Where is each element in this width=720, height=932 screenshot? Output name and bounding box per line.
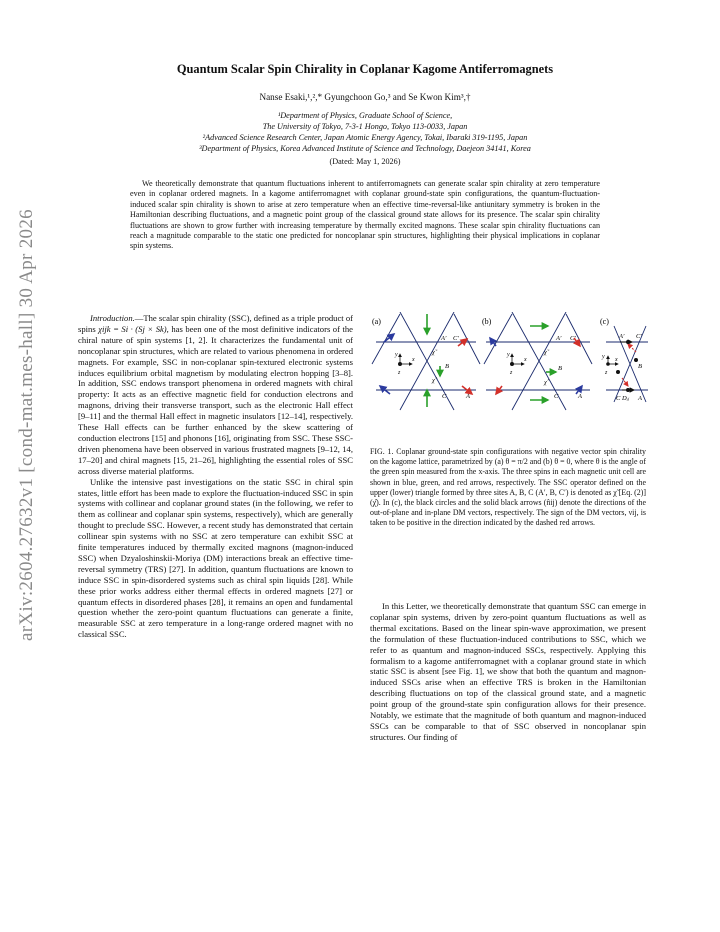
axis-c-z: z — [605, 370, 608, 376]
affiliation-1b: The University of Tokyo, 7-3-1 Hongo, Tokyo 113-0033, Japan — [262, 122, 468, 131]
figure-caption: FIG. 1. Coplanar ground-state spin configurations with negative vector spin chirality on the kagome lattice, parametrized by (a) θ = π/2 and (b) θ = 0, where θ is the angle of the green spin measured from the x-axis. The three spins in each magnetic unit cell are shown in blue, green, and red arrows, respectively. The SSC operator defined on the upper (lower) triangle formed by three sites A, B, C (A′, B, C′) is denoted as χ̃ [Eq. (2)] (χ̂). In (c), the black circles and the solid black arrows (n̂ij) denote the directions of the out-of-plane and in-plane DM vectors, respectively. The sign of the DM vectors, νij, is taken to be positive in the direction indicated by the dashed red arrows. — [370, 447, 646, 528]
label-c: C — [442, 393, 447, 400]
date-line: (Dated: May 1, 2026) — [329, 157, 401, 166]
panel-c-dm — [616, 340, 638, 392]
label-c-a: A — [638, 395, 642, 402]
figure-1 — [370, 312, 650, 412]
label-c-c-prime: C′ — [636, 333, 642, 340]
axis-b-x: x — [524, 357, 527, 363]
right-paragraph-1: In this Letter, we theoretically demonstrate that quantum SSC can emerge in coplanar spin systems, driven by zero-point quantum fluctuations as well as thermal excitations. Based on the linear spin-wave approximation, we present the formulation of these fluctuation-induced contributions to SSC, which we refer to as quantum and magnon-induced SSCs, respectively. Applying this formalism to a kagome antiferromagnet with a coplanar ground state in which static SSC is absent [see Fig. 1], we show that both the quantum and magnon-induced SSCs arise when an effective TRS is broken in the Hamiltonian describing fluctuations on top of the classical ground state, and a magnetic point group of the ground-state spin configuration allows for their presence. Notably, we estimate that the magnitude of both quantum and magnon-induced SSCs can be comparable to that of SSC observed in noncoplanar spin structures. Our finding of — [370, 601, 646, 742]
axis-c-x: x — [615, 357, 618, 363]
arxiv-stamp — [12, 190, 42, 660]
panel-label-a: (a) — [372, 317, 381, 326]
affiliation-2: ²Advanced Science Research Center, Japan Atomic Energy Agency, Tokai, Ibaraki 319-1195, Japan — [202, 133, 528, 142]
label-b: B — [445, 363, 449, 370]
left-column — [78, 313, 353, 640]
kagome-figure — [370, 312, 650, 412]
panel-b-spins — [490, 326, 582, 400]
label-b-chi-tilde: χ̃ — [544, 349, 547, 356]
label-dm-vector: Dᵢⱼ — [622, 395, 629, 402]
label-chi-tilde: χ̃ — [432, 349, 435, 356]
label-b-c: C — [554, 393, 559, 400]
panel-a-spins — [380, 314, 472, 407]
intro-dash: — — [134, 313, 144, 323]
right-column — [370, 601, 646, 743]
panel-a — [372, 312, 480, 410]
axis-x: x — [412, 357, 415, 363]
author-list: Nanse Esaki,¹,²,* Gyungchoon Go,³ and Se Kwon Kim³,† — [259, 92, 471, 102]
panel-label-c: (c) — [600, 317, 609, 326]
label-c-prime: C′ — [453, 335, 459, 342]
axis-c-y: y — [602, 354, 605, 360]
label-chi-hat: χ̂ — [432, 377, 435, 384]
label-b-chi-hat: χ̂ — [544, 379, 547, 386]
intro-text-a: The scalar spin chirality (SSC), defined as a triple product of spins — [78, 313, 353, 334]
intro-paragraph — [78, 313, 353, 477]
paper-title: Quantum Scalar Spin Chirality in Coplanar Kagome Antiferromagnets — [176, 62, 554, 76]
label-c-a-prime: A′ — [619, 333, 625, 340]
abstract: We theoretically demonstrate that quantum fluctuations inherent to antiferromagnets can generate scalar spin chirality at zero temperature even in coplanar ordered magnets. In a kagome antiferromagnet with coplanar ground-state spin configurations, the quantum-fluctuation-induced scalar spin chirality is shown to arise at zero temperature when an effective time-reversal-like antiunitary symmetry is broken in the Hamiltonian describing fluctuations, and a magnetic point group of the classical ground state allows for its presence. The scalar spin chirality fluctuations are shown to grow further with increasing temperature by thermally excited magnons. These scalar spin chirality fluctuations can reach a magnitude comparable to the static one predicted for noncoplanar spin structures, highlighting their physical implications in coplanar spin systems. — [130, 179, 600, 251]
axes-a — [398, 354, 412, 366]
axes-b — [510, 354, 524, 366]
paragraph-2: Unlike the intensive past investigations on the static SSC in chiral spin states, little effort has been made to explore the fluctuation-induced SSC in spin systems with collinear and coplanar ground states (in the following, we refer to them as collinear and coplanar spin systems, respectively), which are generally thought to preclude SSC. However, a recent study has demonstrated that certain collinear spin systems with no SSC at zero temperature can exhibit SSC at finite temperatures induced by thermally excited magnons (magnon-induced SSC) when Dzyaloshinskii-Moriya (DM) interactions break an effective time-reversal symmetry (TRS) [27]. In addition, quantum fluctuations are known to induce SSC in spin-disordered systems such as chiral spin liquids [28]. While these prior works address either thermal effects in ordered magnets [27] or quantum effects in disordered phases [28], it remains an open and fundamental question whether the zero-point quantum fluctuations can generate a finite, measurable SSC at zero temperature in a long-range ordered magnet with no classical SSC. — [78, 476, 353, 640]
label-c-c: C — [616, 395, 621, 402]
intro-label: Introduction. — [90, 313, 135, 323]
label-a: A — [466, 393, 470, 400]
axis-b-z: z — [510, 370, 513, 376]
label-b-b: B — [558, 365, 562, 372]
label-b-a-prime: A′ — [556, 335, 562, 342]
axis-z: z — [398, 370, 401, 376]
intro-text-b: , has been one of the most definitive indicators of the chiral nature of spin systems [1, 2]. It characterizes the fundamental unit of noncoplanar spin structures, which are related to various phenomena in ordered magnets. For example, SSC in non-coplanar spin-textured electronic systems induces equilibrium orbital magnetism by modulating electron hopping [3–8]. In addition, SSC endows transport phenomena in ordered magnets with chiral property: It acts as an effective magnetic field for conduction electrons and magnons, driving their transverse transport, such as the electronic Hall effect [9–11] and the thermal Hall effect in magnetic insulators [12–14], respectively. These Hall effects can be further enhanced by the skew scattering of conduction electrons [15] and phonons [16], originating from SSC. These SSC-driven phenomena have been observed in various frustrated magnets [9–12, 14, 17–20] and chiral magnets [15, 21–26], highlighting the essential roles of SSC across diverse material platforms. — [78, 323, 353, 476]
axis-y: y — [395, 352, 398, 358]
label-b-c-prime: C′ — [570, 335, 576, 342]
affiliation-3: ³Department of Physics, Korea Advanced Institute of Science and Technology, Daejeon 34141, Korea — [199, 144, 531, 153]
axes-c-labels — [601, 354, 618, 376]
arxiv-id: arXiv:2604.27632v1 [cond-mat.mes-hall] 30 Apr 2026 — [16, 209, 37, 641]
panel-label-b: (b) — [482, 317, 492, 326]
label-c-b: B — [638, 363, 642, 370]
axis-b-y: y — [507, 352, 510, 358]
label-a-prime: A′ — [441, 335, 447, 342]
label-b-a: A — [578, 393, 582, 400]
affiliation-1a: ¹Department of Physics, Graduate School of Science, — [277, 111, 453, 120]
ssc-formula: χijk = Si · (Sj × Sk) — [98, 323, 167, 334]
